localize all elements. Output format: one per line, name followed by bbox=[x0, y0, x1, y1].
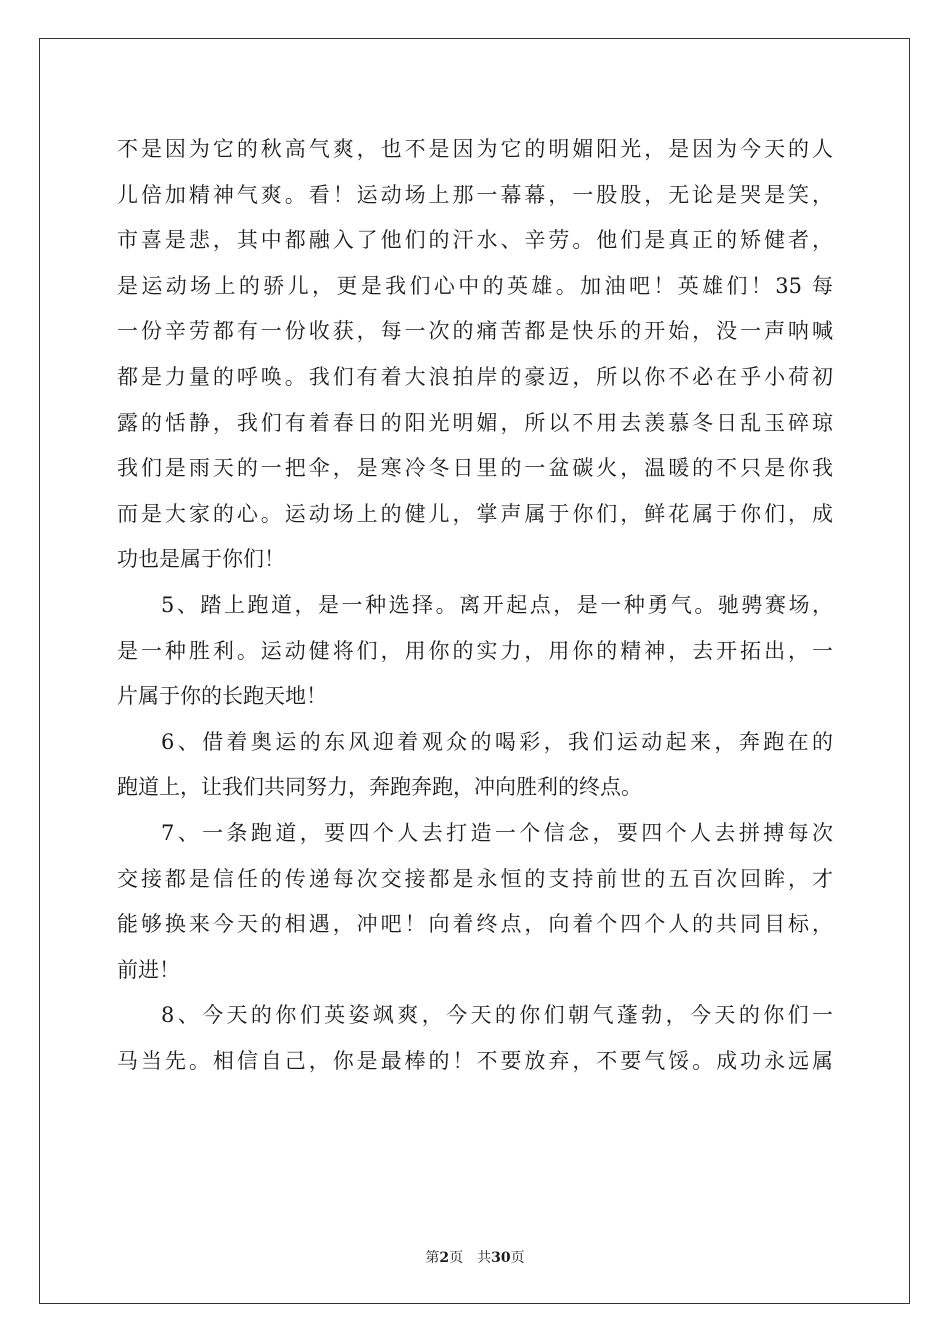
text-line: 马当先。相信自己，你是最棒的！不要放弃，不要气馁。成功永远属 bbox=[117, 1048, 833, 1073]
text-line: 而是大家的心。运动场上的健儿，掌声属于你们，鲜花属于你们，成 bbox=[117, 501, 833, 526]
text-line: 都是力量的呼唤。我们有着大浪拍岸的豪迈，所以你不必在乎小荷初 bbox=[117, 364, 833, 389]
text-line: 不是因为它的秋高气爽，也不是因为它的明媚阳光，是因为今天的人 bbox=[117, 137, 833, 161]
text-line: 片属于你的长跑天地！ bbox=[117, 684, 327, 709]
total-pages-prefix: 共 bbox=[477, 1250, 492, 1266]
text-line: 能够换来今天的相遇，冲吧！向着终点，向着个四个人的共同目标， bbox=[117, 912, 833, 937]
total-page-count: 30 bbox=[491, 1250, 511, 1266]
current-page-number: 2 bbox=[439, 1250, 450, 1266]
text-line: 6、借着奥运的东风迎着观众的喝彩，我们运动起来，奔跑在的 bbox=[161, 729, 833, 754]
text-line: 露的恬静，我们有着春日的阳光明媚，所以不用去羡慕冬日乱玉碎琼 bbox=[117, 410, 833, 435]
text-line: 是运动场上的骄儿，更是我们心中的英雄。加油吧！英雄们！35 每 bbox=[117, 273, 833, 298]
text-line: 前进！ bbox=[117, 957, 180, 982]
text-line: 儿倍加精神气爽。看！运动场上那一幕幕，一股股，无论是哭是笑， bbox=[117, 182, 833, 207]
text-line: 5、踏上跑道，是一种选择。离开起点，是一种勇气。驰骋赛场， bbox=[161, 592, 833, 617]
text-line: 跑道上，让我们共同努力，奔跑奔跑，冲向胜利的终点。 bbox=[117, 775, 642, 800]
text-line: 我们是雨天的一把伞，是寒冷冬日里的一盆碳火，温暖的不只是你我 bbox=[117, 456, 833, 481]
text-line: 一份辛劳都有一份收获，每一次的痛苦都是快乐的开始，没一声呐喊 bbox=[117, 319, 833, 344]
page-number-suffix: 页 bbox=[449, 1250, 464, 1266]
text-line: 是一种胜利。运动健将们，用你的实力，用你的精神，去开拓出，一 bbox=[117, 638, 833, 663]
text-line: 8、今天的你们英姿飒爽，今天的你们朝气蓬勃，今天的你们一 bbox=[161, 1003, 833, 1028]
text-line: 7、一条跑道，要四个人去打造一个信念，要四个人去拼搏每次 bbox=[161, 820, 833, 845]
document-body bbox=[117, 127, 833, 1084]
text-line: 功也是属于你们！ bbox=[117, 547, 285, 572]
page-number-prefix: 第 bbox=[425, 1250, 440, 1266]
text-line: 交接都是信任的传递每次交接都是永恒的支持前世的五百次回眸，才 bbox=[117, 866, 833, 891]
page-footer bbox=[0, 1247, 950, 1267]
text-line: 市喜是悲，其中都融入了他们的汗水、辛劳。他们是真正的矫健者， bbox=[117, 228, 833, 253]
total-pages-suffix: 页 bbox=[510, 1250, 525, 1266]
